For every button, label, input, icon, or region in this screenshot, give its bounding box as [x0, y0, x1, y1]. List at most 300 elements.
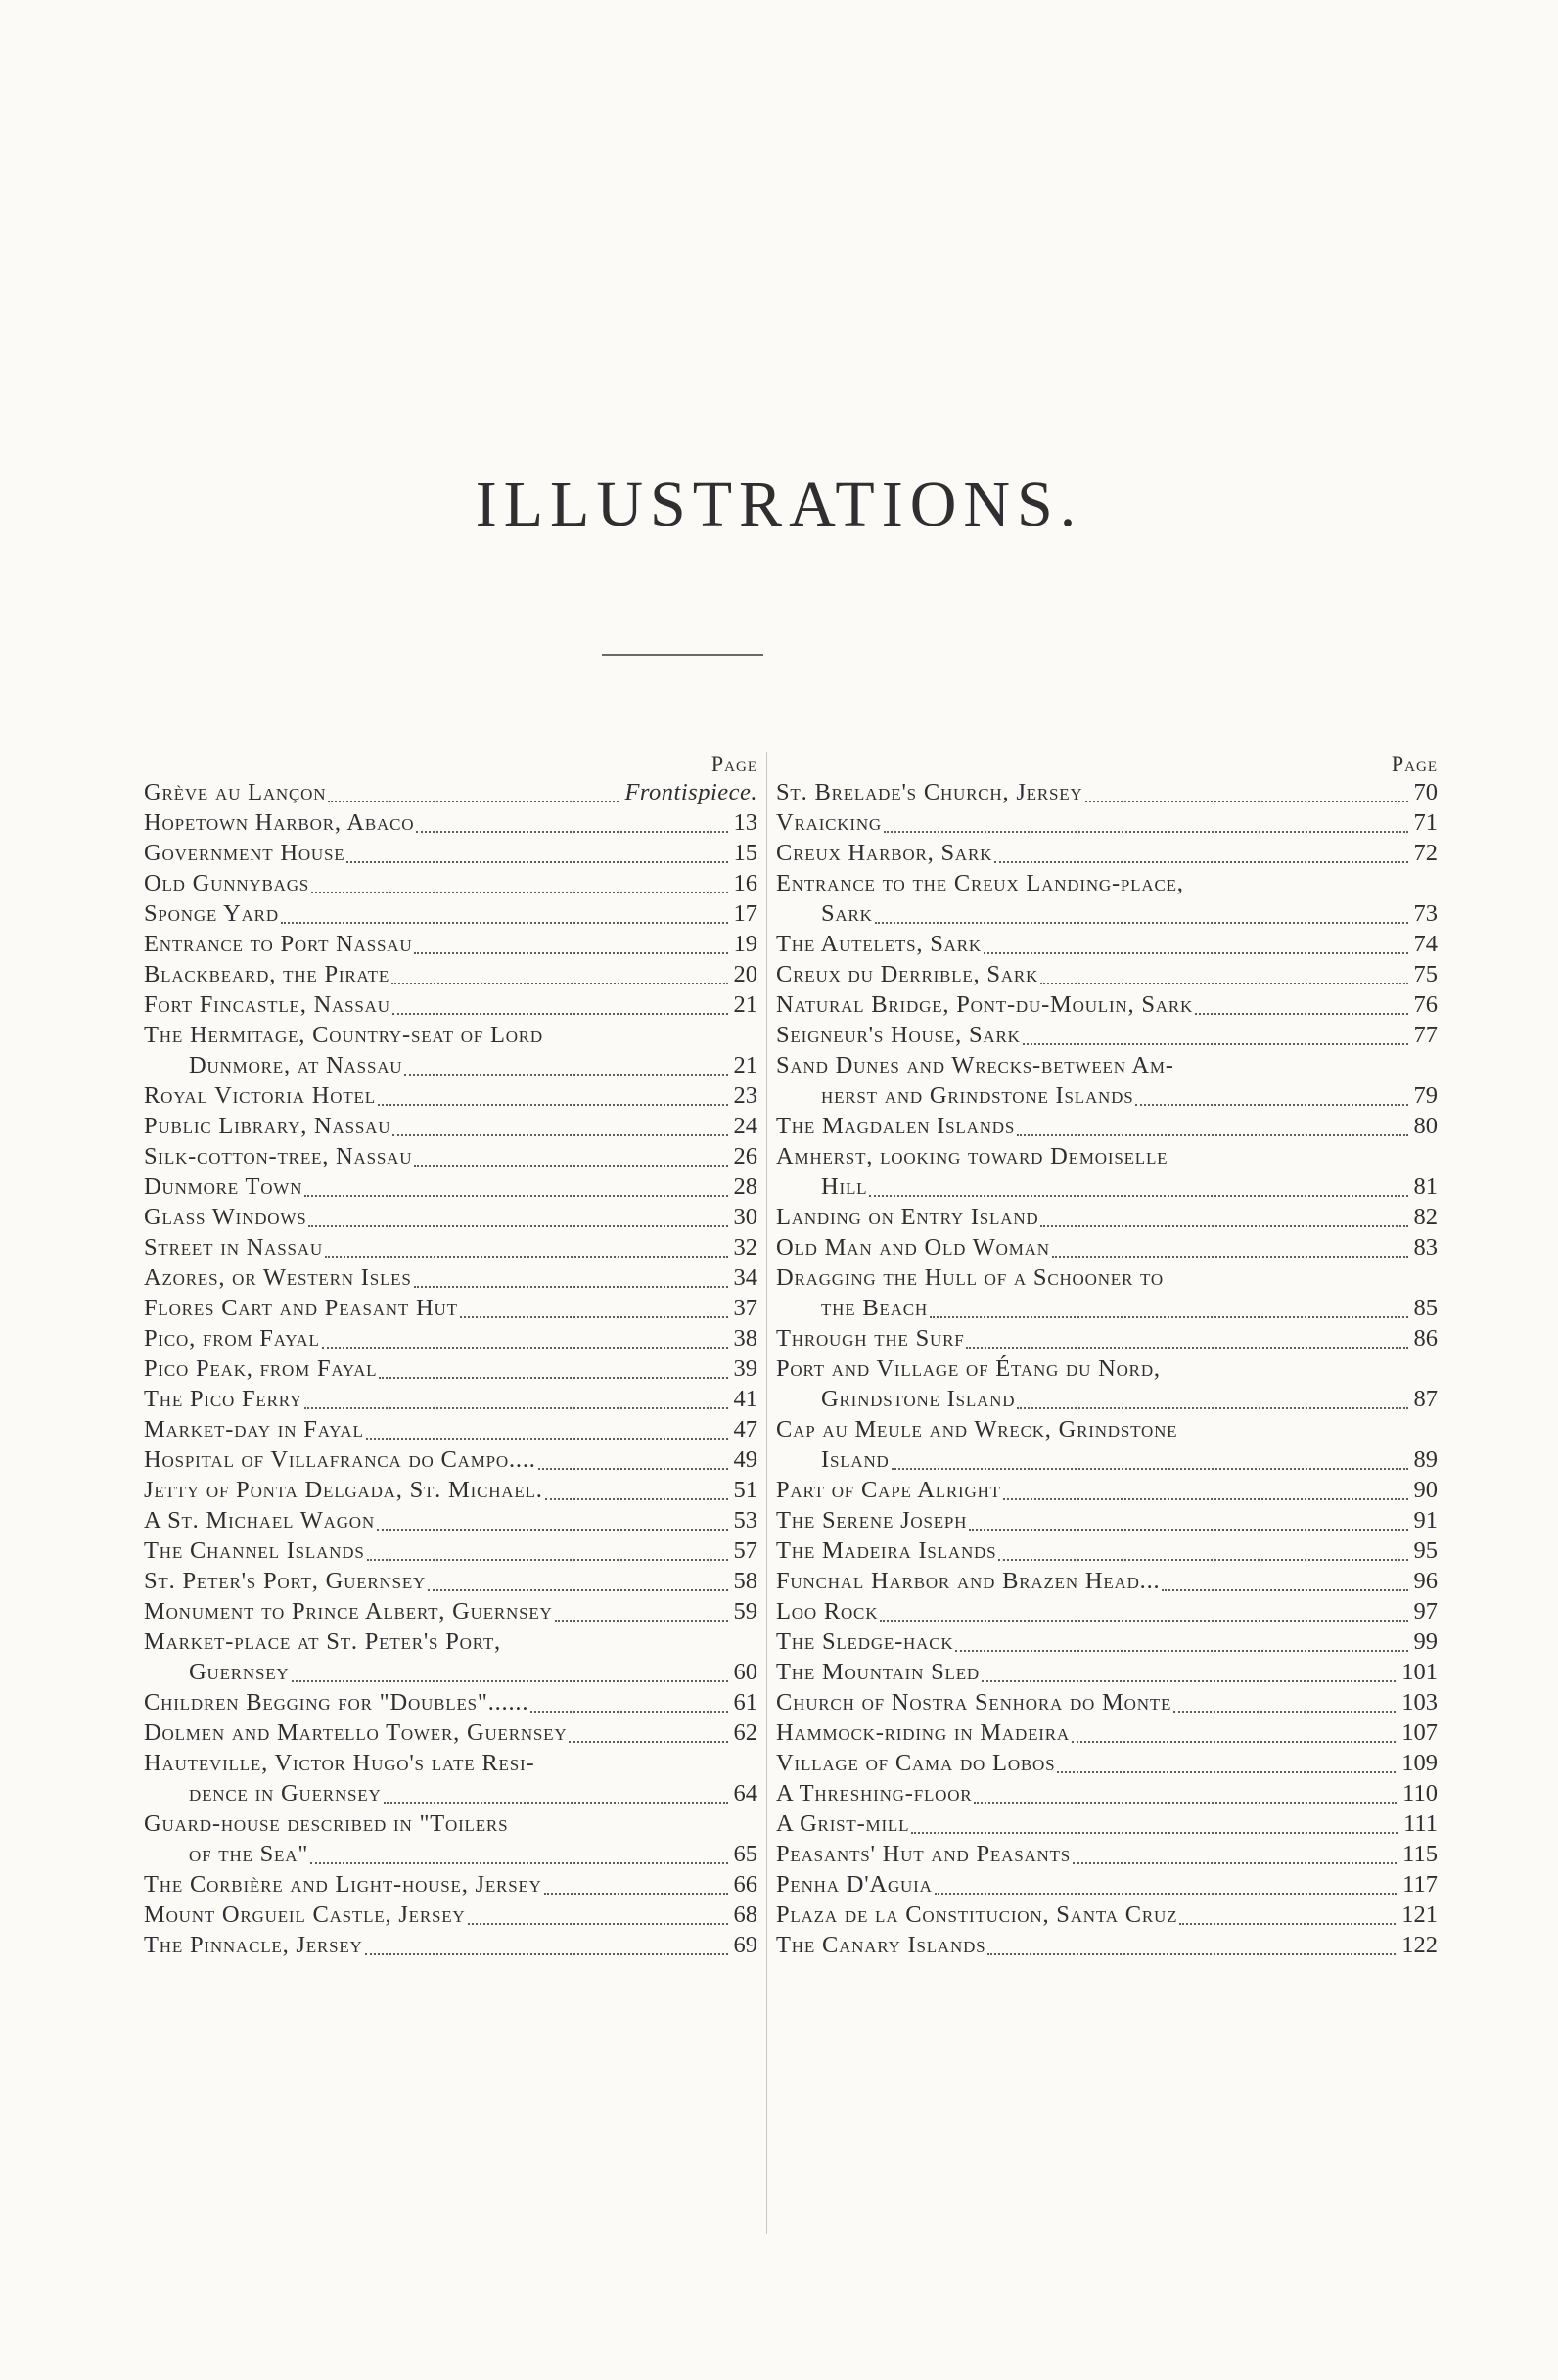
page-number: 101	[1401, 1659, 1438, 1685]
toc-entry-title: Church of Nostra Senhora do Monte	[776, 1689, 1172, 1716]
toc-entry-title: St. Brelade's Church, Jersey	[776, 779, 1083, 805]
toc-entry-title: Jetty of Ponta Delgada, St. Michael.	[144, 1477, 543, 1503]
dot-leader	[281, 922, 728, 924]
toc-entry-title: The Serene Joseph	[776, 1507, 968, 1533]
page-number: 53	[733, 1507, 757, 1533]
dot-leader	[1023, 1043, 1408, 1045]
toc-entry	[144, 1475, 757, 1505]
toc-entry-title: the Beach	[821, 1295, 928, 1321]
dot-leader	[366, 1438, 728, 1440]
page-number: 49	[733, 1446, 757, 1473]
toc-entry-line	[776, 929, 1438, 959]
dot-leader	[310, 1862, 727, 1864]
dot-leader	[365, 1953, 728, 1955]
page-number: 81	[1413, 1173, 1438, 1200]
page-number: 28	[733, 1173, 757, 1200]
dot-leader	[955, 1650, 1407, 1652]
toc-entry	[776, 1717, 1438, 1748]
toc-entry-line	[144, 1111, 757, 1141]
toc-entry-title: Part of Cape Alright	[776, 1477, 1001, 1503]
page-column-label: Page	[710, 752, 757, 776]
toc-entry-title: Old Gunnybags	[144, 870, 310, 896]
toc-entry-line	[776, 1414, 1438, 1444]
toc-entry	[776, 1778, 1438, 1808]
toc-entry	[776, 1596, 1438, 1626]
page-column-label: Page	[1391, 752, 1438, 776]
toc-entry	[144, 1262, 757, 1293]
dot-leader	[414, 1286, 728, 1288]
toc-entry-line	[144, 1171, 757, 1202]
toc-entry-line	[144, 1444, 757, 1475]
toc-entry	[144, 777, 757, 807]
dot-leader	[384, 1802, 728, 1804]
toc-entry-line	[776, 1687, 1438, 1717]
toc-entry	[144, 1899, 757, 1930]
toc-entry-title: The Pico Ferry	[144, 1386, 303, 1412]
toc-entry-line	[144, 1202, 757, 1232]
dot-leader	[1052, 1256, 1408, 1258]
toc-entry-line	[776, 1869, 1438, 1899]
dot-leader	[404, 1074, 727, 1076]
toc-entry	[776, 1808, 1438, 1839]
toc-entry-line	[776, 1384, 1438, 1414]
page-number: 21	[733, 1052, 757, 1078]
toc-entry-line	[776, 1475, 1438, 1505]
dot-leader	[984, 952, 1408, 954]
toc-entry-line	[144, 868, 757, 898]
dot-leader	[555, 1620, 728, 1622]
toc-entry-title: Funchal Harbor and Brazen Head...	[776, 1568, 1161, 1594]
page-number: 121	[1401, 1901, 1438, 1928]
dot-leader	[428, 1589, 727, 1591]
toc-entry-title: St. Peter's Port, Guernsey	[144, 1568, 427, 1594]
toc-entry-line	[144, 1384, 757, 1414]
toc-entry-line	[144, 1323, 757, 1353]
toc-entry	[776, 929, 1438, 959]
dot-leader	[998, 1559, 1407, 1561]
toc-entry-line	[776, 1323, 1438, 1353]
toc-entry	[776, 1930, 1438, 1960]
toc-entry-line	[144, 777, 757, 807]
dot-leader	[982, 1680, 1396, 1682]
dot-leader	[569, 1741, 727, 1743]
toc-entry-title: Plaza de la Constitucion, Santa Cruz	[776, 1901, 1178, 1928]
toc-entry-title: The Mountain Sled	[776, 1659, 981, 1685]
toc-entry-line	[776, 1930, 1438, 1960]
page-number: 16	[733, 870, 757, 896]
toc-entry	[144, 1930, 757, 1960]
toc-entry-line	[776, 1535, 1438, 1566]
dot-leader	[544, 1893, 728, 1895]
toc-entry	[776, 1353, 1438, 1414]
page-number: 89	[1413, 1446, 1438, 1473]
toc-entry-line	[776, 1262, 1438, 1293]
toc-entry-line	[144, 1535, 757, 1566]
toc-entry-title: Entrance to Port Nassau	[144, 931, 413, 957]
toc-entry-title: Hill	[821, 1173, 868, 1200]
toc-entry-title: Market-place at St. Peter's Port,	[144, 1628, 501, 1655]
toc-entry-line	[776, 1050, 1438, 1080]
dot-leader	[311, 892, 727, 893]
toc-entry	[144, 1808, 757, 1869]
toc-entry-title: Dragging the Hull of a Schooner to	[776, 1264, 1164, 1291]
dot-leader	[392, 1134, 727, 1136]
page-number: 115	[1402, 1841, 1438, 1867]
page-number: 99	[1413, 1628, 1438, 1655]
page-number: 37	[733, 1295, 757, 1321]
dot-leader	[308, 1225, 727, 1227]
column-divider	[766, 752, 767, 2234]
toc-entry-title: Peasants' Hut and Peasants	[776, 1841, 1072, 1867]
toc-entry-title: Guard-house described in "Toilers	[144, 1810, 509, 1837]
toc-entry	[144, 1020, 757, 1080]
toc-entry-line	[776, 1020, 1438, 1050]
dot-leader	[875, 922, 1408, 924]
page-number: 20	[733, 961, 757, 987]
page-number: 65	[733, 1841, 757, 1867]
toc-entry	[776, 807, 1438, 838]
page-number: 103	[1401, 1689, 1438, 1716]
toc-entry-title: Children Begging for "Doubles"......	[144, 1689, 529, 1716]
toc-entry	[776, 1869, 1438, 1899]
toc-entry-line	[776, 1171, 1438, 1202]
dot-leader	[994, 861, 1407, 863]
toc-entry-title: Vraicking	[776, 809, 883, 836]
toc-entry-title: Sponge Yard	[144, 900, 279, 927]
page-number: 58	[733, 1568, 757, 1594]
dot-leader	[935, 1893, 1397, 1895]
toc-entry-title: Port and Village of Étang du Nord,	[776, 1355, 1161, 1382]
page-number: 91	[1413, 1507, 1438, 1533]
toc-entry-title: Creux Harbor, Sark	[776, 840, 993, 866]
toc-entry	[776, 1626, 1438, 1657]
toc-entry-title: Pico, from Fayal	[144, 1325, 320, 1351]
toc-entry	[144, 989, 757, 1020]
toc-entry-title: The Canary Islands	[776, 1932, 986, 1958]
toc-entry	[776, 1657, 1438, 1687]
toc-entry-line	[776, 1232, 1438, 1262]
page-number: 70	[1413, 779, 1438, 805]
toc-entry-title: herst and Grindstone Islands	[821, 1082, 1134, 1109]
toc-entry	[144, 959, 757, 989]
toc-entry-title: Hospital of Villafranca do Campo....	[144, 1446, 536, 1473]
toc-entry-title: Hopetown Harbor, Abaco	[144, 809, 415, 836]
page-number: 60	[733, 1659, 757, 1685]
toc-entry	[144, 929, 757, 959]
toc-entry	[776, 1414, 1438, 1475]
toc-entry-line	[776, 807, 1438, 838]
dot-leader	[1003, 1498, 1408, 1500]
toc-entry-title: Seigneur's House, Sark	[776, 1022, 1021, 1048]
toc-entry-line	[144, 1262, 757, 1293]
toc-entry-title: Flores Cart and Peasant Hut	[144, 1295, 458, 1321]
page-number: 47	[733, 1416, 757, 1442]
toc-entry	[776, 1475, 1438, 1505]
dot-leader	[304, 1195, 727, 1197]
page-number: 21	[733, 991, 757, 1018]
toc-entry-line	[776, 959, 1438, 989]
toc-entry-line	[776, 1141, 1438, 1171]
right-column	[776, 752, 1438, 1960]
toc-entry-title: Royal Victoria Hotel	[144, 1082, 376, 1109]
toc-entry	[776, 1687, 1438, 1717]
toc-entry	[776, 777, 1438, 807]
toc-entry	[144, 807, 757, 838]
toc-entry-line	[144, 1475, 757, 1505]
dot-leader	[1040, 983, 1407, 984]
dot-leader	[391, 983, 727, 984]
dot-leader	[1017, 1134, 1407, 1136]
toc-entry-title: Sark	[821, 900, 873, 927]
page-number: 30	[733, 1204, 757, 1230]
toc-entry-title: Through the Surf	[776, 1325, 965, 1351]
toc-entry-line	[776, 838, 1438, 868]
toc-entry-line	[776, 989, 1438, 1020]
page-number: 24	[733, 1113, 757, 1139]
left-column	[144, 752, 757, 1960]
toc-entry-title: Street in Nassau	[144, 1234, 323, 1260]
page-number: 59	[733, 1598, 757, 1625]
toc-entry-line	[776, 1505, 1438, 1535]
toc-entry	[144, 1293, 757, 1323]
dot-leader	[460, 1316, 728, 1318]
toc-entry-title: Market-day in Fayal	[144, 1416, 364, 1442]
toc-entry-line	[776, 1596, 1438, 1626]
toc-entry-line	[776, 1353, 1438, 1384]
toc-entry	[144, 1232, 757, 1262]
dot-leader	[966, 1347, 1407, 1349]
toc-entry-line	[144, 838, 757, 868]
toc-entry	[144, 1566, 757, 1596]
dot-leader	[987, 1953, 1396, 1955]
page-number: 61	[733, 1689, 757, 1716]
toc-entry-title: Monument to Prince Albert, Guernsey	[144, 1598, 553, 1625]
toc-entry-line	[144, 807, 757, 838]
page-number: 122	[1401, 1932, 1438, 1958]
page-number: 51	[733, 1477, 757, 1503]
toc-entry-line	[144, 989, 757, 1020]
toc-entry-title: Amherst, looking toward Demoiselle	[776, 1143, 1168, 1169]
dot-leader	[292, 1680, 728, 1682]
page-number: 80	[1413, 1113, 1438, 1139]
toc-entry-line	[776, 1748, 1438, 1778]
page-title: ILLUSTRATIONS.	[475, 469, 1083, 540]
page-number: 75	[1413, 961, 1438, 987]
toc-entry	[776, 959, 1438, 989]
toc-entry-line	[144, 1353, 757, 1384]
dot-leader	[869, 1195, 1407, 1197]
dot-leader	[974, 1802, 1397, 1804]
page-number: 82	[1413, 1204, 1438, 1230]
toc-entry	[776, 1262, 1438, 1323]
toc-entry-title: A Grist-mill	[776, 1810, 910, 1837]
page-number: 97	[1413, 1598, 1438, 1625]
toc-entry	[144, 838, 757, 868]
dot-leader	[377, 1529, 728, 1531]
page-number: 74	[1413, 931, 1438, 957]
toc-entry-title: Grindstone Island	[821, 1386, 1016, 1412]
toc-entry	[144, 1080, 757, 1111]
toc-entry	[776, 1839, 1438, 1869]
dot-leader	[969, 1529, 1407, 1531]
toc-entry-line	[776, 868, 1438, 898]
toc-entry-line	[144, 1141, 757, 1171]
toc-entry-line	[776, 1839, 1438, 1869]
toc-entry-title: The Magdalen Islands	[776, 1113, 1016, 1139]
toc-entry	[144, 1414, 757, 1444]
dot-leader	[1073, 1862, 1397, 1864]
dot-leader	[1162, 1589, 1407, 1591]
toc-entry-line	[144, 1414, 757, 1444]
dot-leader	[884, 831, 1407, 833]
toc-entry	[776, 838, 1438, 868]
toc-entry-line	[144, 1293, 757, 1323]
toc-entry-title: Dunmore, at Nassau	[189, 1052, 403, 1078]
dot-leader	[367, 1559, 728, 1561]
toc-entry	[144, 1353, 757, 1384]
page-number: 117	[1402, 1871, 1438, 1898]
page-number: 111	[1403, 1810, 1438, 1837]
title-rule	[602, 654, 763, 656]
page-number: 66	[733, 1871, 757, 1898]
dot-leader	[414, 1165, 727, 1167]
page-number: 72	[1413, 840, 1438, 866]
toc-entry-title: Penha D'Aguia	[776, 1871, 933, 1898]
toc-entry	[144, 1323, 757, 1353]
toc-entry-title: The Madeira Islands	[776, 1537, 997, 1564]
dot-leader	[322, 1347, 728, 1349]
toc-entry-line	[776, 1899, 1438, 1930]
toc-entry-title: of the Sea"	[189, 1841, 309, 1867]
toc-entry-line	[144, 898, 757, 929]
dot-leader	[379, 1377, 727, 1379]
toc-entry-line	[776, 1717, 1438, 1748]
toc-entry-line	[776, 1626, 1438, 1657]
dot-leader	[378, 1104, 728, 1106]
toc-entry	[776, 1050, 1438, 1111]
toc-entry	[776, 1899, 1438, 1930]
page-number: Frontispiece.	[624, 779, 757, 805]
dot-leader	[1179, 1923, 1396, 1925]
toc-entry-line	[144, 1930, 757, 1960]
toc-entry-line	[144, 1839, 757, 1869]
toc-entry	[144, 1171, 757, 1202]
toc-entry-title: A Threshing-floor	[776, 1780, 973, 1807]
toc-entry-line	[776, 1111, 1438, 1141]
dot-leader	[930, 1316, 1408, 1318]
dot-leader	[911, 1832, 1398, 1834]
toc-entry	[144, 1202, 757, 1232]
toc-entry	[144, 1111, 757, 1141]
toc-entry-title: Fort Fincastle, Nassau	[144, 991, 390, 1018]
toc-entry	[776, 1323, 1438, 1353]
page-number: 38	[733, 1325, 757, 1351]
toc-entry	[144, 1141, 757, 1171]
toc-entry-line	[776, 898, 1438, 929]
toc-entry-line	[776, 1657, 1438, 1687]
page-number: 64	[733, 1780, 757, 1807]
toc-entry-title: Blackbeard, the Pirate	[144, 961, 390, 987]
toc-entry	[144, 1535, 757, 1566]
dot-leader	[328, 801, 619, 802]
toc-entry	[144, 1687, 757, 1717]
page-number: 90	[1413, 1477, 1438, 1503]
toc-entry-title: Village of Cama do Lobos	[776, 1750, 1056, 1776]
toc-entry-title: Hammock-riding in Madeira	[776, 1719, 1070, 1746]
toc-entry-line	[776, 1566, 1438, 1596]
toc-entry-title: The Sledge-hack	[776, 1628, 954, 1655]
toc-entry	[776, 868, 1438, 929]
toc-entry-line	[776, 1808, 1438, 1839]
toc-entry	[776, 1566, 1438, 1596]
page-number: 86	[1413, 1325, 1438, 1351]
right-entry-list	[776, 777, 1438, 1960]
toc-entry	[144, 1505, 757, 1535]
page-number: 95	[1413, 1537, 1438, 1564]
page-number: 13	[733, 809, 757, 836]
toc-entry-title: dence in Guernsey	[189, 1780, 382, 1807]
toc-entry	[776, 1202, 1438, 1232]
page-number: 107	[1401, 1719, 1438, 1746]
toc-entry-title: The Hermitage, Country-seat of Lord	[144, 1022, 544, 1048]
page-number: 110	[1402, 1780, 1438, 1807]
toc-entry-line	[144, 1080, 757, 1111]
dot-leader	[1135, 1104, 1407, 1106]
toc-entry-line	[776, 1080, 1438, 1111]
toc-entry-title: Creux du Derrible, Sark	[776, 961, 1039, 987]
toc-entry-title: Pico Peak, from Fayal	[144, 1355, 378, 1382]
toc-entry-title: The Channel Islands	[144, 1537, 365, 1564]
page-number: 32	[733, 1234, 757, 1260]
toc-entry-title: The Autelets, Sark	[776, 931, 982, 957]
page-number: 34	[733, 1264, 757, 1291]
dot-leader	[468, 1923, 728, 1925]
page-number: 76	[1413, 991, 1438, 1018]
toc-entry-title: The Pinnacle, Jersey	[144, 1932, 363, 1958]
toc-entry	[144, 1748, 757, 1808]
toc-entry	[144, 1384, 757, 1414]
toc-entry	[776, 1232, 1438, 1262]
toc-entry-title: Glass Windows	[144, 1204, 307, 1230]
dot-leader	[346, 861, 727, 863]
dot-leader	[414, 952, 727, 954]
dot-leader	[880, 1620, 1407, 1622]
dot-leader	[1195, 1013, 1407, 1015]
toc-entry-line	[776, 777, 1438, 807]
page-number: 87	[1413, 1386, 1438, 1412]
toc-entry-title: Dunmore Town	[144, 1173, 303, 1200]
toc-entry-line	[776, 1202, 1438, 1232]
dot-leader	[392, 1013, 728, 1015]
page-number: 15	[733, 840, 757, 866]
dot-leader	[1173, 1711, 1396, 1713]
toc-entry-line	[144, 1050, 757, 1080]
left-entry-list	[144, 777, 757, 1960]
dot-leader	[892, 1468, 1408, 1470]
page-number: 71	[1413, 809, 1438, 836]
page-number: 77	[1413, 1022, 1438, 1048]
toc-entry-title: Dolmen and Martello Tower, Guernsey	[144, 1719, 568, 1746]
page-number: 26	[733, 1143, 757, 1169]
toc-entry	[776, 1748, 1438, 1778]
toc-entry-title: Loo Rock	[776, 1598, 879, 1625]
toc-entry-line	[144, 1232, 757, 1262]
dot-leader	[304, 1407, 727, 1409]
page-number: 41	[733, 1386, 757, 1412]
toc-entry-title: Grève au Lançon	[144, 779, 327, 805]
dot-leader	[1072, 1741, 1396, 1743]
toc-entry	[776, 989, 1438, 1020]
